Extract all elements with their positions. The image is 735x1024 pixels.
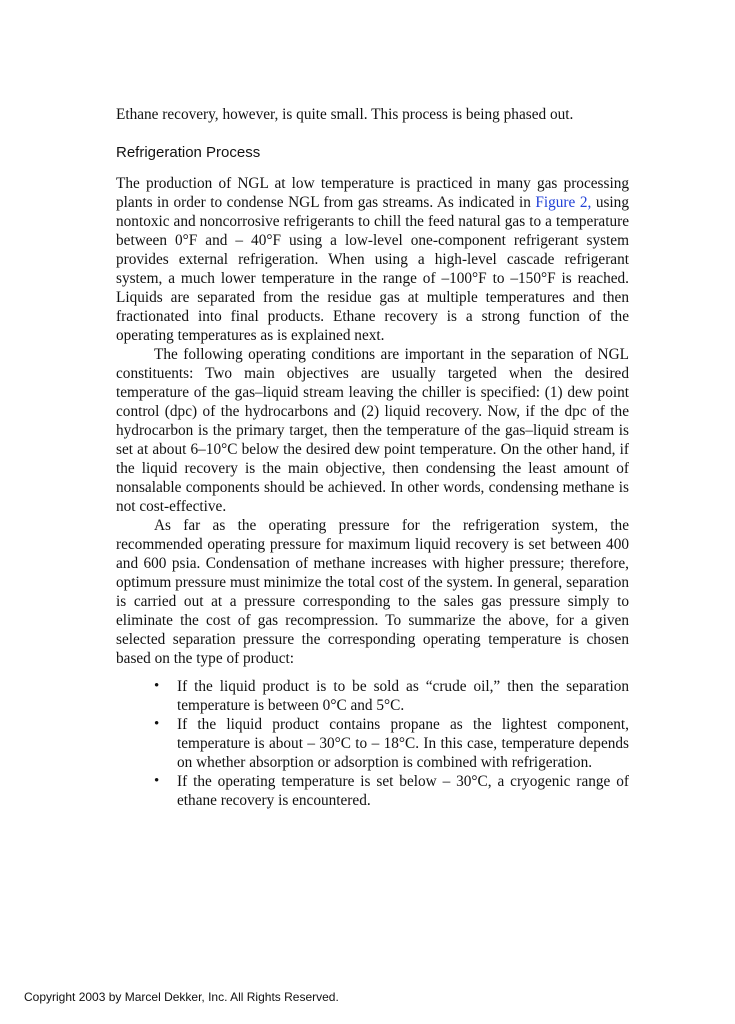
paragraph-text-after-link: using nontoxic and noncorrosive refrigerants to chill the feed natural gas to a temperature between 0°F and – 40°F using a low-level one-component refrigerant system provides external refrigeration. When using a high-level cascade refrigerant system, a much lower temperature in the range of –100°F to –150°F is reached. Liquids are separated from the residue gas at multiple temperatures and then fractionated into final products. Ethane recovery is a strong function of the operating temperatures as is explained next. <box>116 194 629 344</box>
list-item <box>154 677 629 715</box>
page-content <box>116 105 629 810</box>
list-item <box>154 715 629 772</box>
bullet-icon: • <box>154 678 160 694</box>
intro-paragraph: Ethane recovery, however, is quite small. This process is being phased out. <box>116 106 574 123</box>
bullet-list <box>116 677 629 810</box>
bullet-icon: • <box>154 716 160 732</box>
paragraph-operating-pressure: As far as the operating pressure for the refrigeration system, the recommended operating pressure for maximum liquid recovery is set between 400 and 600 psia. Condensation of methane increases with higher pressure; therefore, optimum pressure must minimize the total cost of the system. In general, separation is carried out at a pressure corresponding to the sales gas pressure simply to eliminate the cost of gas recompression. To summarize the above, for a given selected separation pressure the corresponding operating temperature is chosen based on the type of product: <box>116 517 629 667</box>
paragraph-operating-conditions: The following operating conditions are important in the separation of NGL constituents: Two main objectives are usually targeted when the desired temperature of the gas–liquid stream leaving the chiller is specified: (1) dew point control (dpc) of the hydrocarbons and (2) liquid recovery. Now, if the dpc of the hydrocarbon is the primary target, then the temperature of the gas–liquid stream is set at about 6–10°C below the desired dew point temperature. On the other hand, if the liquid recovery is the main objective, then condensing the least amount of nonsalable components should be achieved. In other words, condensing methane is not cost-effective. <box>116 346 629 515</box>
paragraph-production <box>116 174 629 345</box>
list-item <box>154 772 629 810</box>
paragraph-text-before-link: The production of NGL at low temperature is practiced in many gas processing plants in order to condense NGL from gas streams. As indicated in <box>116 175 629 211</box>
list-item-text: If the liquid product contains propane as the lightest component, temperature is about – 30°C to – 18°C. In this case, temperature depends on whether absorption or adsorption is combined with refrigeration. <box>177 716 629 771</box>
list-item-text: If the liquid product is to be sold as “crude oil,” then the separation temperature is between 0°C and 5°C. <box>177 678 629 714</box>
list-item-text: If the operating temperature is set below – 30°C, a cryogenic range of ethane recovery is encountered. <box>177 773 629 809</box>
section-heading: Refrigeration Process <box>116 144 261 161</box>
bullet-icon: • <box>154 773 160 789</box>
copyright-footer: Copyright 2003 by Marcel Dekker, Inc. All Rights Reserved. <box>24 990 339 1004</box>
figure-2-link[interactable]: Figure 2, <box>535 194 592 211</box>
